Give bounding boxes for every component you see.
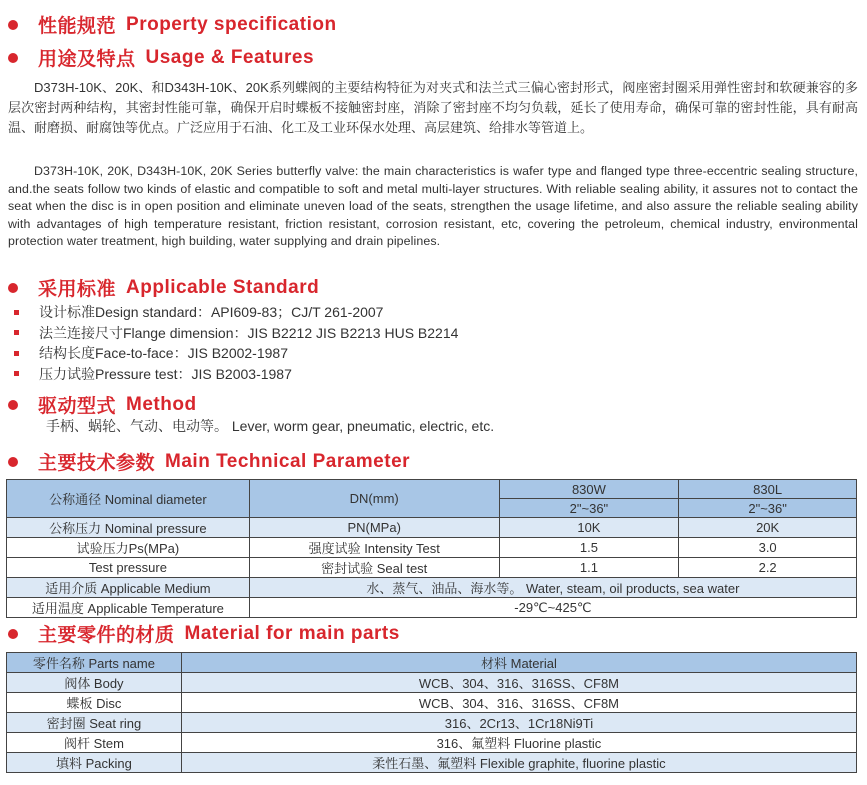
table-cell: WCB、304、316、316SS、CF8M — [181, 693, 856, 713]
list-item: 设计标准Design standard：API609-83；CJ/T 261-2007 — [14, 302, 458, 323]
table-row — [7, 753, 857, 773]
heading-en: Main Technical Parameter — [165, 450, 411, 472]
table-row — [7, 598, 857, 618]
section-heading-technical — [8, 448, 410, 475]
table-row — [7, 518, 857, 538]
standard-list — [14, 302, 458, 384]
heading-cn: 采用标准 — [38, 279, 117, 300]
table-cell: 柔性石墨、氟塑料 Flexible graphite, fluorine plastic — [181, 753, 856, 773]
table-cell: 公称通径 Nominal diameter — [7, 480, 250, 518]
table-row — [7, 578, 857, 598]
table-cell: 1.1 — [499, 558, 679, 578]
bullet-dot-icon — [8, 53, 18, 63]
table-cell: 适用温度 Applicable Temperature — [7, 598, 250, 618]
heading-en: Applicable Standard — [126, 276, 320, 298]
table-row — [7, 538, 857, 558]
square-bullet-icon — [14, 371, 19, 376]
table-cell: Test pressure — [7, 558, 250, 578]
list-item: 压力试验Pressure test：JIS B2003-1987 — [14, 364, 458, 385]
table-row — [7, 713, 857, 733]
heading-cn: 性能规范 — [38, 16, 117, 37]
table-cell: 零件名称 Parts name — [7, 653, 182, 673]
table-cell: 试验压力Ps(MPa) — [7, 538, 250, 558]
table-cell: 填料 Packing — [7, 753, 182, 773]
bullet-dot-icon — [8, 400, 18, 410]
table-cell: 3.0 — [679, 538, 857, 558]
square-bullet-icon — [14, 351, 19, 356]
table-cell: PN(MPa) — [249, 518, 499, 538]
section-heading-usage — [8, 44, 314, 71]
table-row — [7, 693, 857, 713]
bullet-dot-icon — [8, 283, 18, 293]
table-row — [7, 653, 857, 673]
section-heading-material — [8, 620, 400, 647]
table-cell: 密封圈 Seat ring — [7, 713, 182, 733]
bullet-dot-icon — [8, 20, 18, 30]
usage-text-en: D373H-10K, 20K, D343H-10K, 20K Series butterfly valve: the main characteristics is wafer type and flanged type three-eccentric sealing structure, and.the seats follow two kinds of elastic and compatible to soft and metal multi-layer structures. With reliable sealing ability, it assures not to contact the seat when the disc is in open position and eliminate uneven load of the seats, strengthen the usage lifetime, and also assure the reliable sealing ability with advantages of high temperature resistant, friction resistant, corrosion resistant, etc, covering the petroleum, chemical industry, environmental protection water treatment, high building, water supplying and drain pipelines. — [8, 164, 858, 248]
table-cell: 316、氟塑料 Fluorine plastic — [181, 733, 856, 753]
table-cell: 公称压力 Nominal pressure — [7, 518, 250, 538]
square-bullet-icon — [14, 330, 19, 335]
material-table — [6, 652, 857, 773]
table-cell: 830L — [679, 480, 857, 499]
bullet-dot-icon — [8, 629, 18, 639]
heading-en: Property specification — [126, 13, 337, 35]
table-cell: 20K — [679, 518, 857, 538]
table-cell: 强度试验 Intensity Test — [249, 538, 499, 558]
heading-en: Material for main parts — [184, 622, 400, 644]
table-cell: 2"~36" — [499, 499, 679, 518]
heading-en: Usage & Features — [145, 46, 315, 68]
table-cell: 10K — [499, 518, 679, 538]
table-cell: 1.5 — [499, 538, 679, 558]
table-cell: 2.2 — [679, 558, 857, 578]
table-cell: 材料 Material — [181, 653, 856, 673]
method-text: 手柄、蜗轮、气动、电动等。 Lever, worm gear, pneumatic, electric, etc. — [46, 418, 495, 434]
table-cell: 阀体 Body — [7, 673, 182, 693]
technical-parameter-table — [6, 479, 857, 618]
table-row — [7, 558, 857, 578]
table-row — [7, 733, 857, 753]
table-cell: 阀杆 Stem — [7, 733, 182, 753]
table-cell: 适用介质 Applicable Medium — [7, 578, 250, 598]
heading-en: Method — [126, 393, 197, 415]
table-cell: -29℃~425℃ — [249, 598, 856, 618]
section-heading-method — [8, 391, 197, 418]
table-cell: 水、蒸气、油品、海水等。 Water, steam, oil products, sea water — [249, 578, 856, 598]
heading-cn: 用途及特点 — [38, 49, 136, 70]
table-row — [7, 673, 857, 693]
table-cell: DN(mm) — [249, 480, 499, 518]
table-row — [7, 480, 857, 499]
table-cell: 316、2Cr13、1Cr18Ni9Ti — [181, 713, 856, 733]
list-item: 结构长度Face-to-face：JIS B2002-1987 — [14, 343, 458, 364]
table-cell: WCB、304、316、316SS、CF8M — [181, 673, 856, 693]
square-bullet-icon — [14, 310, 19, 315]
usage-text-cn: D373H-10K、20K、和D343H-10K、20K系列蝶阀的主要结构特征为对夹式和法兰式三偏心密封形式，阀座密封圈采用弹性密封和软硬兼容的多层次密封两种结构，其密封性能可靠，确保开启时蝶板不接触密封座，消除了密封座不均匀负载，延长了使用寿命，确保可靠的密封性能，具有耐高温、耐磨损、耐腐蚀等优点。广泛应用于石油、化工及工业环保水处理、高层建筑、给排水等管道上。 — [8, 80, 858, 135]
list-item: 法兰连接尺寸Flange dimension：JIS B2212 JIS B2213 HUS B2214 — [14, 323, 458, 344]
section-heading-property — [8, 11, 337, 38]
section-heading-standard — [8, 274, 319, 301]
bullet-dot-icon — [8, 457, 18, 467]
table-cell: 2"~36" — [679, 499, 857, 518]
heading-cn: 主要零件的材质 — [38, 625, 175, 646]
heading-cn: 主要技术参数 — [38, 453, 156, 474]
table-cell: 蝶板 Disc — [7, 693, 182, 713]
table-cell: 830W — [499, 480, 679, 499]
heading-cn: 驱动型式 — [38, 396, 117, 417]
table-cell: 密封试验 Seal test — [249, 558, 499, 578]
